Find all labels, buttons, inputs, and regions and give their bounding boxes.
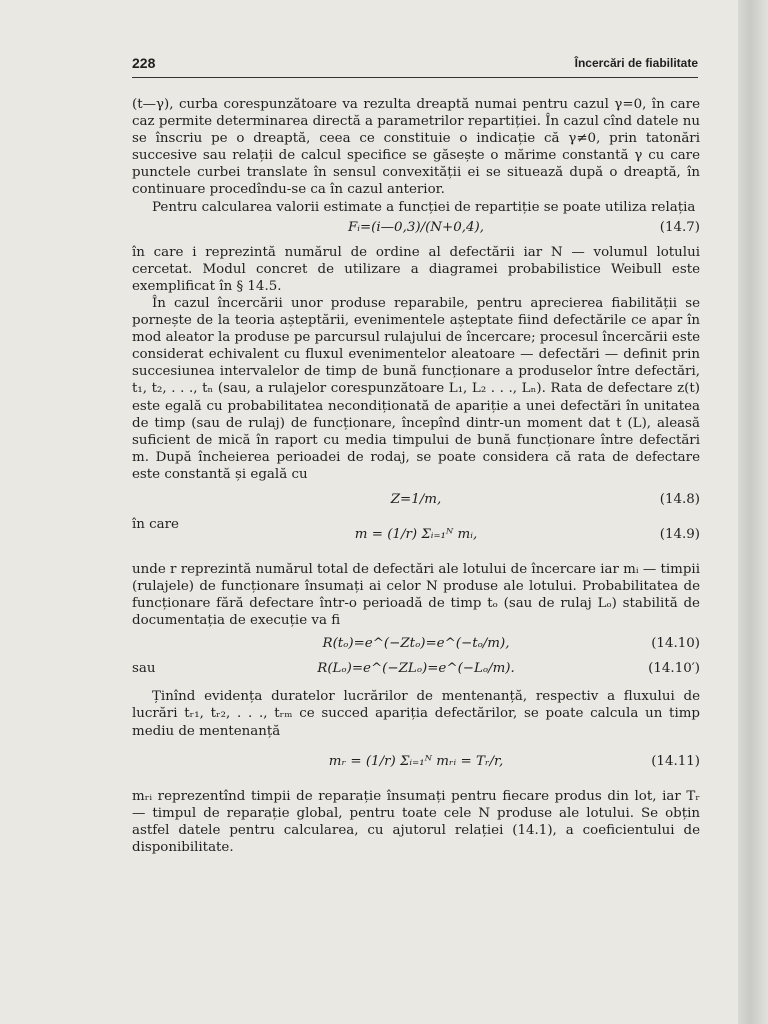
lead-text: sau (132, 661, 156, 677)
equation-formula: Fᵢ=(i—0,3)/(N+0,4), (347, 219, 485, 235)
equation-14-10-prime (132, 660, 700, 682)
page-number: 228 (132, 55, 156, 71)
equation-14-7 (132, 219, 700, 241)
paragraph: (t—γ), curba corespunzătoare va rezulta dreaptă numai pentru cazul γ=0, în care caz permite determinarea directă a parametrilor repartiției. În cazul cînd datele nu se înscriu pe o dreaptă, ceea ce constituie o indicație că γ≠0, prin tatonări succesive sau relații de calcul specifice se găsește o mărime constantă γ cu care punctele curbei translate în sensul convexității ei se situează după o dreaptă, în continuare procedîndu-se ca în cazul anterior. (132, 97, 700, 198)
paragraph: unde r reprezintă numărul total de defectări ale lotului de încercare iar mᵢ — timpii (rulajele) de funcționare însumați ai celor N produse ale lotului. Probabilitatea de funcționare fără defectare într-o perioadă de timp tₒ (sau de rulaj Lₒ) stabilită de documentația de execuție va fi (132, 561, 700, 629)
equation-formula: m = (1/r) Σᵢ₌₁ᴺ mᵢ, (354, 526, 478, 542)
equation-14-10 (132, 635, 700, 657)
paragraph: Pentru calcularea valorii estimate a funcției de repartiție se poate utiliza relația (152, 199, 696, 215)
equation-formula: mᵣ = (1/r) Σᵢ₌₁ᴺ mᵣᵢ = Tᵣ/r, (328, 753, 504, 769)
equation-14-9 (132, 516, 700, 558)
equation-number: (14.10′) (648, 661, 700, 677)
running-title: Încercări de fiabilitate (574, 56, 698, 70)
equation-number: (14.9) (659, 526, 700, 542)
paragraph: În cazul încercării unor produse reparabile, pentru aprecierea fiabilității se pornește de la teoria așteptării, evenimentele așteptate fiind defectările ce apar în mod aleator la produse pe parcursul rulajului de încercare; procesul încercării este considerat echivalent cu fluxul evenimentelor aleatoare — defectări — definit prin succesiunea intervalelor de timp de bună funcționare a produselor între defectări, t₁, t₂, . . ., tₙ (sau, a rulajelor corespunzătoare L₁, L₂ . . ., Lₙ). Rata de defectare z(t) este egală cu probabilitatea necondiționată de apariție a unei defectări în unitatea de timp (sau de rulaj) de funcționare, începînd dintr-un moment dat t (L), aleasă suficient de mică în raport cu media timpului de bună funcționare între defectări m. După încheierea perioadei de rodaj, se poate considera că rata de defectare este constantă și egală cu (132, 295, 700, 482)
body-text (132, 96, 700, 856)
paragraph: mᵣᵢ reprezentînd timpii de reparație însumați pentru fiecare produs din lot, iar Tᵣ — timpul de reparație global, pentru toate cele N produse ale lotului. Se obțin astfel datele pentru calcularea, cu ajutorul relației (14.1), a coeficientului de disponibilitate. (132, 788, 700, 855)
equation-number: (14.7) (659, 219, 700, 235)
paragraph: în care i reprezintă numărul de ordine al defectării iar N — volumul lotului cercetat. Modul concret de utilizare a diagramei probabilistice Weibull este exemplificat în § 14.5. (132, 244, 700, 294)
page-edge (738, 0, 768, 1024)
equation-number: (14.8) (659, 491, 700, 507)
equation-14-8 (132, 491, 700, 513)
equation-formula: R(tₒ)=e^(−Ztₒ)=e^(−tₒ/m), (322, 636, 510, 652)
equation-number: (14.11) (651, 753, 700, 769)
equation-14-11 (132, 743, 700, 785)
paragraph: Ținînd evidența duratelor lucrărilor de mentenanță, respectiv a fluxului de lucrări tᵣ₁, tᵣ₂, . . ., tᵣₘ ce succed apariția defectărilor, se poate calcula un timp mediu de mentenanță (132, 689, 700, 739)
equation-formula: Z=1/m, (390, 491, 442, 507)
lead-text: în care (132, 516, 179, 532)
equation-number: (14.10) (651, 636, 700, 652)
page-header (132, 55, 698, 78)
equation-formula: R(Lₒ)=e^(−ZLₒ)=e^(−Lₒ/m). (317, 661, 515, 677)
